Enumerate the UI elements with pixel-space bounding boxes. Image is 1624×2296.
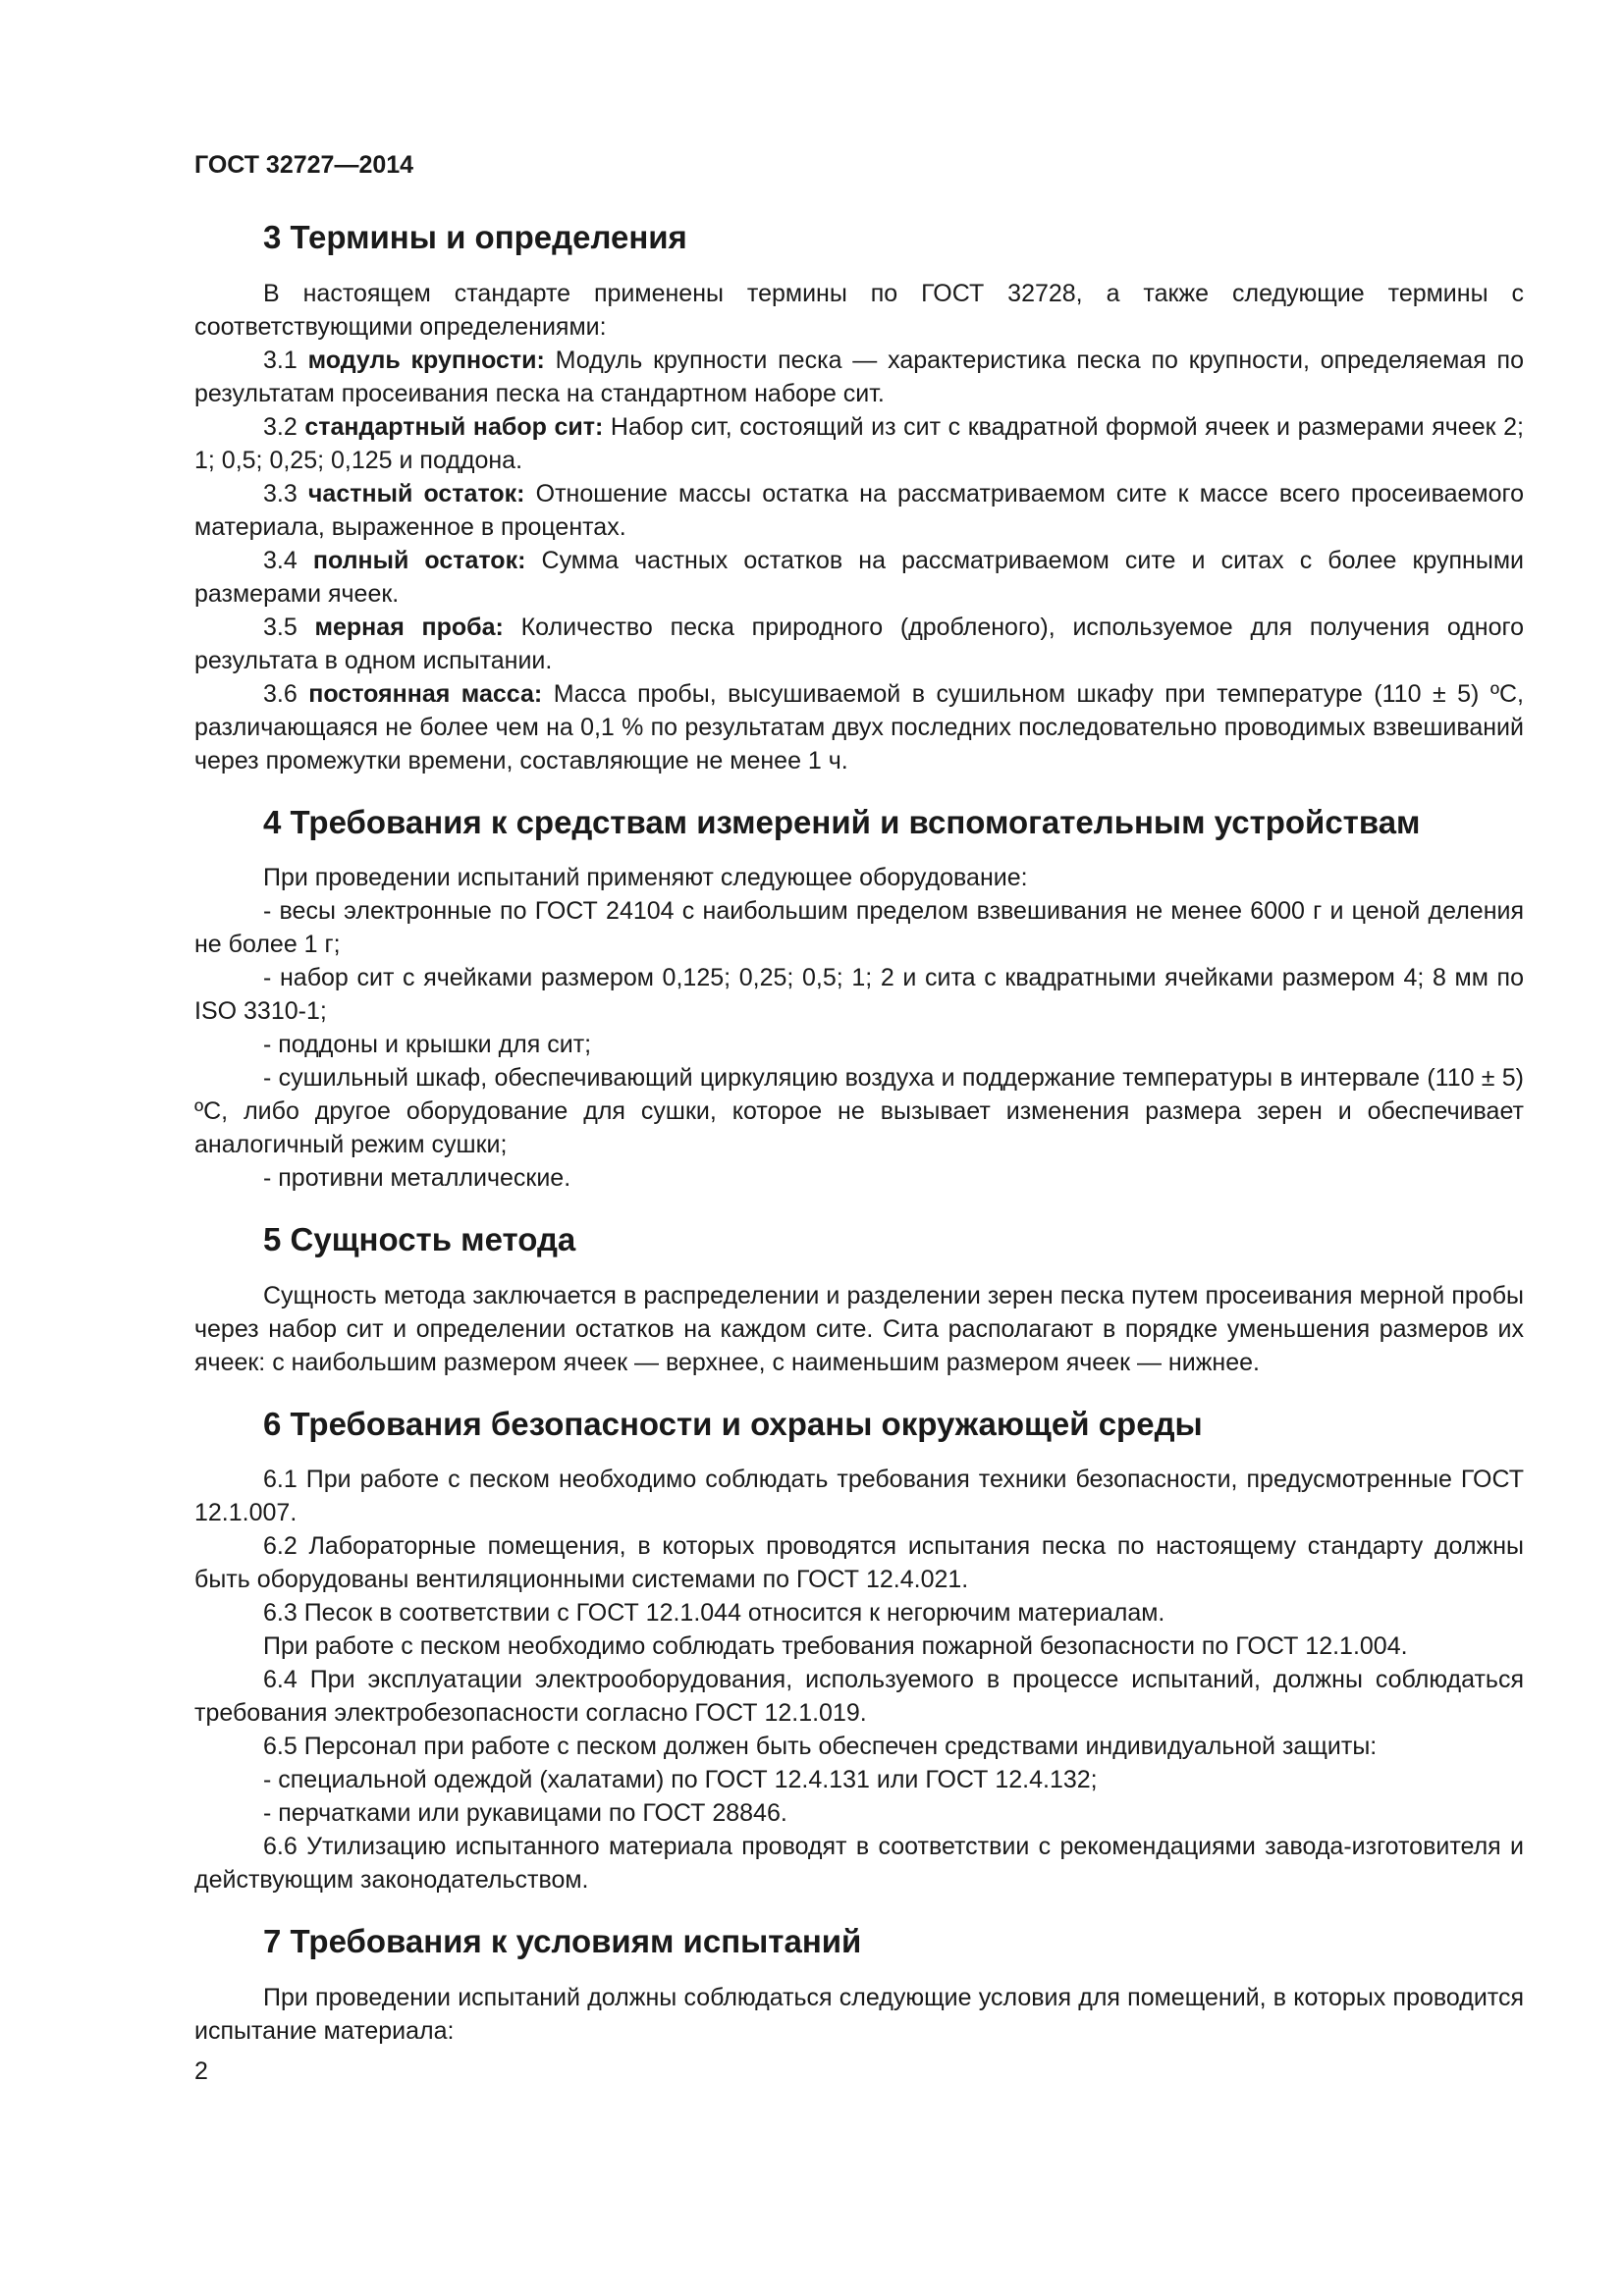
term: стандартный набор сит:	[304, 412, 604, 441]
clause-number: 3.4	[263, 546, 298, 574]
paragraph	[194, 1730, 1524, 1763]
paragraph	[194, 1061, 1524, 1161]
paragraph-text: Сумма частных остатков на рассматриваемом сите и ситах с более крупными размерами ячеек.	[194, 546, 1524, 608]
paragraph	[194, 1279, 1524, 1379]
section	[194, 1220, 1524, 1379]
clause-number: 3.3	[263, 479, 298, 507]
paragraph	[194, 894, 1524, 961]
paragraph	[194, 677, 1524, 777]
clause-number: 3.6	[263, 679, 298, 708]
term: полный остаток:	[312, 546, 526, 574]
paragraph-text: 6.5 Персонал при работе с песком должен быть обеспечен средствами индивидуальной защиты:	[263, 1733, 1378, 1761]
document-body	[194, 218, 1524, 2073]
paragraph	[194, 410, 1524, 477]
paragraph	[194, 477, 1524, 544]
document-header: ГОСТ 32727—2014	[194, 151, 414, 179]
paragraph-text: При проведении испытаний применяют следующее оборудование:	[263, 864, 1028, 892]
paragraph	[194, 1763, 1524, 1796]
paragraph-text: 6.6 Утилизацию испытанного материала проводят в соответствии с рекомендациями завода-изготовителя и действующим законодательством.	[194, 1833, 1524, 1895]
paragraph-text: 6.4 При эксплуатации электрооборудования, используемого в процессе испытаний, должны соблюдаться требования электробезопасности согласно ГОСТ 12.1.019.	[194, 1666, 1524, 1728]
paragraph-text: - специальной одеждой (халатами) по ГОСТ 12.4.131 или ГОСТ 12.4.132;	[263, 1766, 1098, 1794]
paragraph-text: - набор сит с ячейками размером 0,125; 0,25; 0,5; 1; 2 и сита с квадратными ячейками размером 4; 8 мм по ISO 3310-1;	[194, 964, 1524, 1026]
paragraph-text: 6.3 Песок в соответствии с ГОСТ 12.1.044 относится к негорючим материалам.	[263, 1599, 1165, 1628]
paragraph-text: При работе с песком необходимо соблюдать требования пожарной безопасности по ГОСТ 12.1.004.	[263, 1632, 1408, 1661]
paragraph-text: - противни металлические.	[263, 1164, 571, 1193]
section	[194, 1405, 1524, 1897]
section	[194, 803, 1524, 1196]
paragraph	[194, 544, 1524, 611]
term: постоянная масса:	[308, 679, 543, 708]
section-title: 4 Требования к средствам измерений и вспомогательным устройствам	[263, 803, 1421, 840]
paragraph-text: - поддоны и крышки для сит;	[263, 1031, 592, 1059]
paragraph-text: 6.1 При работе с песком необходимо соблюдать требования техники безопасности, предусмотренные ГОСТ 12.1.007.	[194, 1466, 1524, 1527]
paragraph	[194, 277, 1524, 344]
paragraph	[194, 1463, 1524, 1529]
section-title: 7 Требования к условиям испытаний	[263, 1923, 862, 1960]
paragraph	[194, 1981, 1524, 2048]
paragraph-text: - сушильный шкаф, обеспечивающий циркуляцию воздуха и поддержание температуры в интервале (110 ± 5) ºС, либо другое оборудование для сушки, которое не вызывает изменения размера зерен и обеспечивает аналогичный режим сушки;	[194, 1064, 1524, 1159]
term: модуль крупности:	[307, 346, 545, 374]
paragraph-text: Масса пробы, высушиваемой в сушильном шкафу при температуре (110 ± 5) ºС, различающаяся не более чем на 0,1 % по результатам двух последних последовательно проводимых взвешиваний через промежутки времени, составляющие не менее 1 ч.	[194, 679, 1524, 774]
paragraph	[194, 1796, 1524, 1830]
paragraph	[194, 1830, 1524, 1896]
clause-number: 3.5	[263, 613, 298, 641]
clause-number: 3.2	[263, 412, 298, 441]
paragraph	[194, 861, 1524, 894]
term: частный остаток:	[307, 479, 525, 507]
paragraph	[194, 1596, 1524, 1629]
paragraph-text: 6.2 Лабораторные помещения, в которых проводятся испытания песка по настоящему стандарту должны быть оборудованы вентиляционными системами по ГОСТ 12.4.021.	[194, 1532, 1524, 1594]
paragraph	[194, 1629, 1524, 1663]
paragraph-text: Количество песка природного (дробленого), используемое для получения одного результата в одном испытании.	[194, 613, 1524, 674]
term: мерная проба:	[314, 613, 504, 641]
paragraph	[194, 1529, 1524, 1596]
section	[194, 218, 1524, 777]
paragraph	[194, 961, 1524, 1028]
section-title: 3 Термины и определения	[263, 219, 687, 255]
paragraph-text: Модуль крупности песка — характеристика песка по крупности, определяемая по результатам просеивания песка на стандартном наборе сит.	[194, 346, 1524, 407]
page-number: 2	[194, 2057, 208, 2085]
paragraph-text: Набор сит, состоящий из сит с квадратной формой ячеек и размерами ячеек 2; 1; 0,5; 0,25; 0,125 и поддона.	[194, 412, 1524, 474]
paragraph-text: При проведении испытаний должны соблюдаться следующие условия для помещений, в которых проводится испытание материала:	[194, 1983, 1524, 2045]
paragraph	[194, 1028, 1524, 1061]
paragraph	[194, 1161, 1524, 1195]
paragraph	[194, 1663, 1524, 1730]
paragraph-text: - перчатками или рукавицами по ГОСТ 28846.	[263, 1799, 787, 1828]
section-title: 5 Сущность метода	[263, 1221, 576, 1258]
paragraph	[194, 344, 1524, 410]
paragraph-text: В настоящем стандарте применены термины по ГОСТ 32728, а также следующие термины с соответствующими определениями:	[194, 279, 1524, 341]
paragraph-text: Отношение массы остатка на рассматриваемом сите к массе всего просеиваемого материала, выраженное в процентах.	[194, 479, 1524, 541]
paragraph	[194, 611, 1524, 677]
paragraph-text: - весы электронные по ГОСТ 24104 с наибольшим пределом взвешивания не менее 6000 г и ценой деления не более 1 г;	[194, 897, 1524, 959]
paragraph-text: Сущность метода заключается в распределении и разделении зерен песка путем просеивания мерной пробы через набор сит и определении остатков на каждом сите. Сита располагают в порядке уменьшения размеров их ячеек: с наибольшим размером ячеек — верхнее, с наименьшим размером ячеек — нижнее.	[194, 1281, 1524, 1376]
section	[194, 1922, 1524, 2048]
section-title: 6 Требования безопасности и охраны окружающей среды	[263, 1405, 1203, 1442]
clause-number: 3.1	[263, 346, 298, 374]
